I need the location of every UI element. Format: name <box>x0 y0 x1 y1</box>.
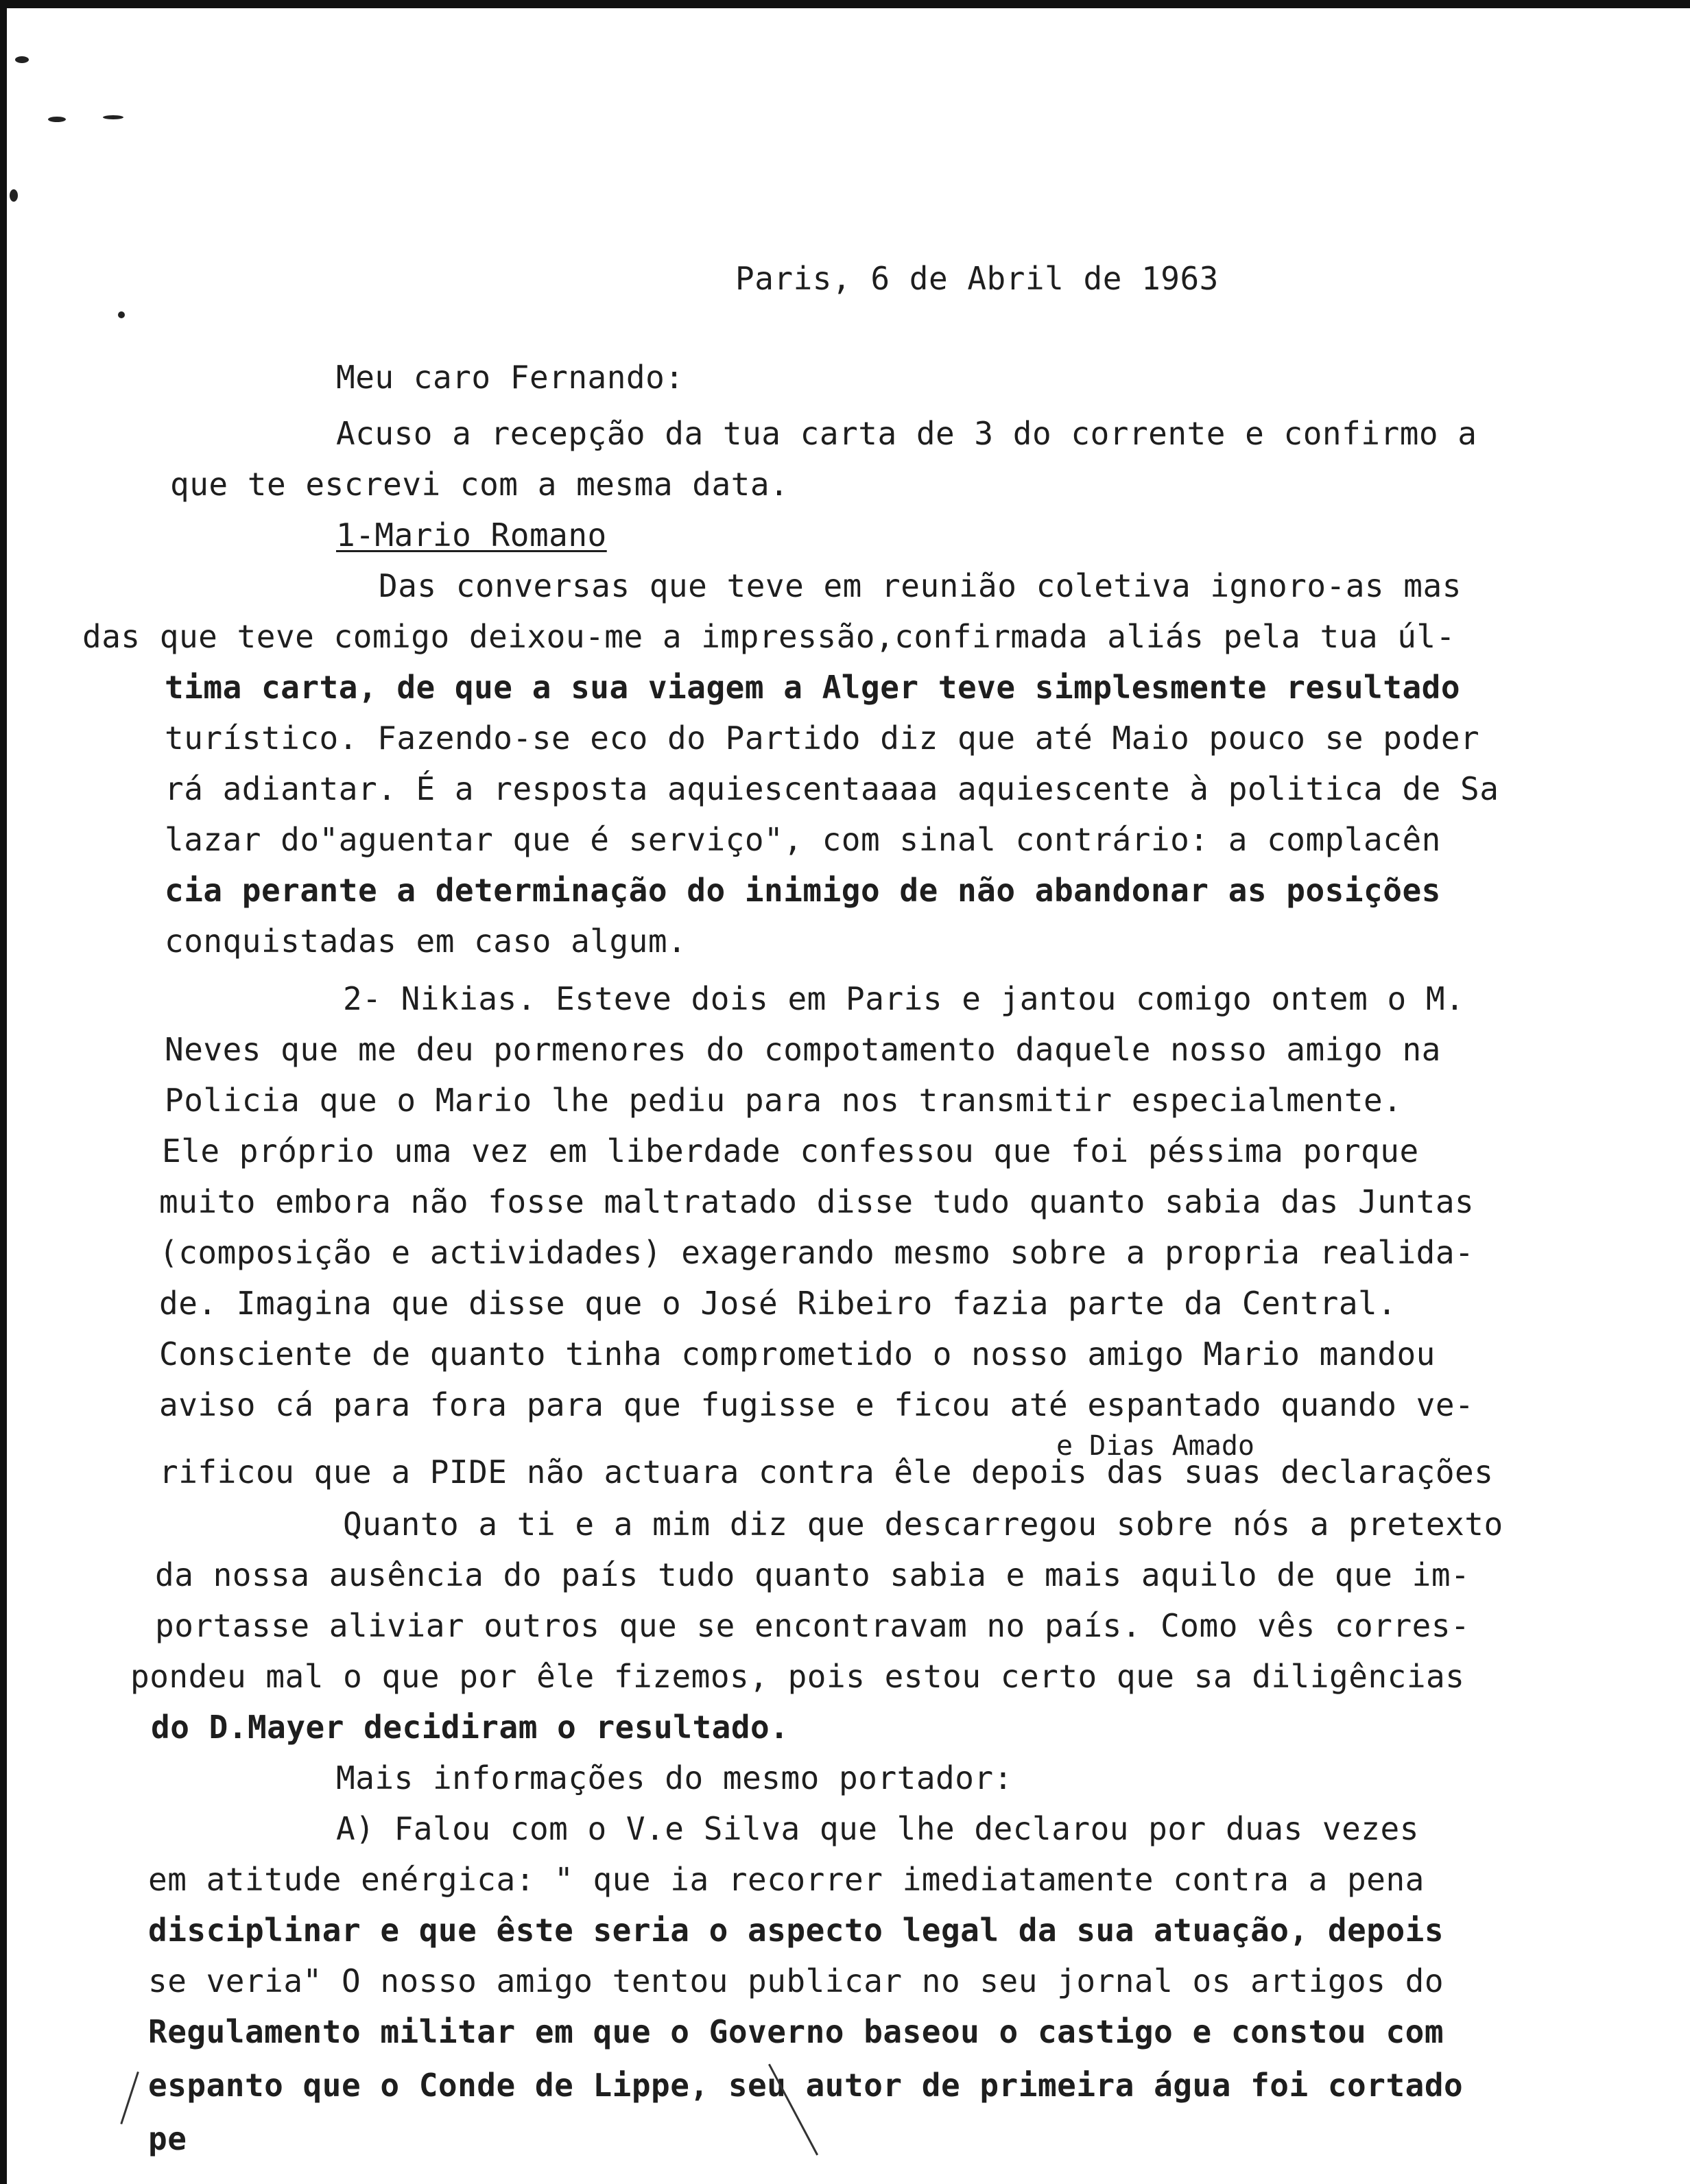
salutation: Meu caro Fernando: <box>336 359 685 396</box>
page-edge-left <box>0 0 7 2184</box>
ink-speck <box>10 189 18 202</box>
text-line: em atitude enérgica: " que ia recorrer imediatamente contra a pena <box>148 1861 1425 1898</box>
text-line: Consciente de quanto tinha comprometido o nosso amigo Mario mandou <box>159 1336 1436 1373</box>
ink-speck <box>15 56 29 63</box>
text-line: Policia que o Mario lhe pediu para nos transmitir especialmente. <box>165 1082 1403 1119</box>
ink-speck <box>118 311 125 318</box>
text-line: das que teve comigo deixou-me a impressão,confirmada aliás pela tua úl- <box>82 618 1455 655</box>
text-line: Quanto a ti e a mim diz que descarregou sobre nós a pretexto <box>343 1506 1503 1543</box>
text-line: conquistadas em caso algum. <box>165 923 687 960</box>
text-line: aviso cá para fora para que fugisse e ficou até espantado quando ve- <box>159 1386 1475 1423</box>
text-line: tima carta, de que a sua viagem a Alger teve simplesmente resultado <box>165 669 1461 706</box>
text-line: portasse aliviar outros que se encontravam no país. Como vês corres- <box>155 1607 1471 1644</box>
text-line: Neves que me deu pormenores do compotamento daquele nosso amigo na <box>165 1031 1441 1068</box>
text-line: A) Falou com o V.e Silva que lhe declarou por duas vezes <box>336 1810 1419 1847</box>
text-line: pondeu mal o que por êle fizemos, pois estou certo que sa diligências <box>130 1658 1465 1695</box>
interlinear-insert: e Dias Amado <box>1056 1430 1254 1462</box>
text-line: Ele próprio uma vez em liberdade confessou que foi péssima porque <box>162 1132 1419 1170</box>
text-line: se veria" O nosso amigo tentou publicar no seu jornal os artigos do <box>148 1962 1444 1999</box>
text-line: lazar do"aguentar que é serviço", com sinal contrário: a complacên <box>165 821 1441 858</box>
text-line: cia perante a determinação do inimigo de não abandonar as posições <box>165 872 1441 909</box>
text-line: 2- Nikias. Esteve dois em Paris e jantou comigo ontem o M. <box>343 980 1465 1017</box>
text-line: Mais informações do mesmo portador: <box>336 1759 1013 1796</box>
text-line: de. Imagina que disse que o José Ribeiro fazia parte da Central. <box>159 1285 1397 1322</box>
ink-speck <box>48 117 66 122</box>
pen-stroke <box>120 2072 139 2124</box>
text-line: Acuso a recepção da tua carta de 3 do corrente e confirmo a <box>336 415 1477 452</box>
text-line: turístico. Fazendo-se eco do Partido diz que até Maio pouco se poder <box>165 720 1480 757</box>
ink-speck <box>103 115 123 119</box>
text-line: da nossa ausência do país tudo quanto sabia e mais aquilo de que im- <box>155 1556 1471 1593</box>
text-line: rá adiantar. É a resposta aquiescentaaaa aquiescente à politica de Sa <box>165 770 1499 807</box>
text-line: rificou que a PIDE não actuara contra êle depois das suas declarações <box>159 1453 1494 1491</box>
text-line: (composição e actividades) exagerando mesmo sobre a propria realida- <box>159 1234 1475 1271</box>
text-line: do D.Mayer decidiram o resultado. <box>151 1709 789 1746</box>
text-line: Regulamento militar em que o Governo baseou o castigo e constou com <box>148 2013 1444 2050</box>
text-line: muito embora não fosse maltratado disse tudo quanto sabia das Juntas <box>159 1183 1475 1220</box>
page-edge-top <box>0 0 1690 8</box>
text-line: disciplinar e que êste seria o aspecto legal da sua atuação, depois <box>148 1912 1444 1949</box>
text-line: pe <box>148 2120 187 2157</box>
section-heading: 1-Mario Romano <box>336 517 607 554</box>
dateline: Paris, 6 de Abril de 1963 <box>735 260 1219 297</box>
text-line: que te escrevi com a mesma data. <box>170 466 789 503</box>
text-line: Das conversas que teve em reunião coletiva ignoro-as mas <box>379 567 1462 604</box>
text-line: espanto que o Conde de Lippe, seu autor de primeira água foi cortado <box>148 2067 1464 2104</box>
